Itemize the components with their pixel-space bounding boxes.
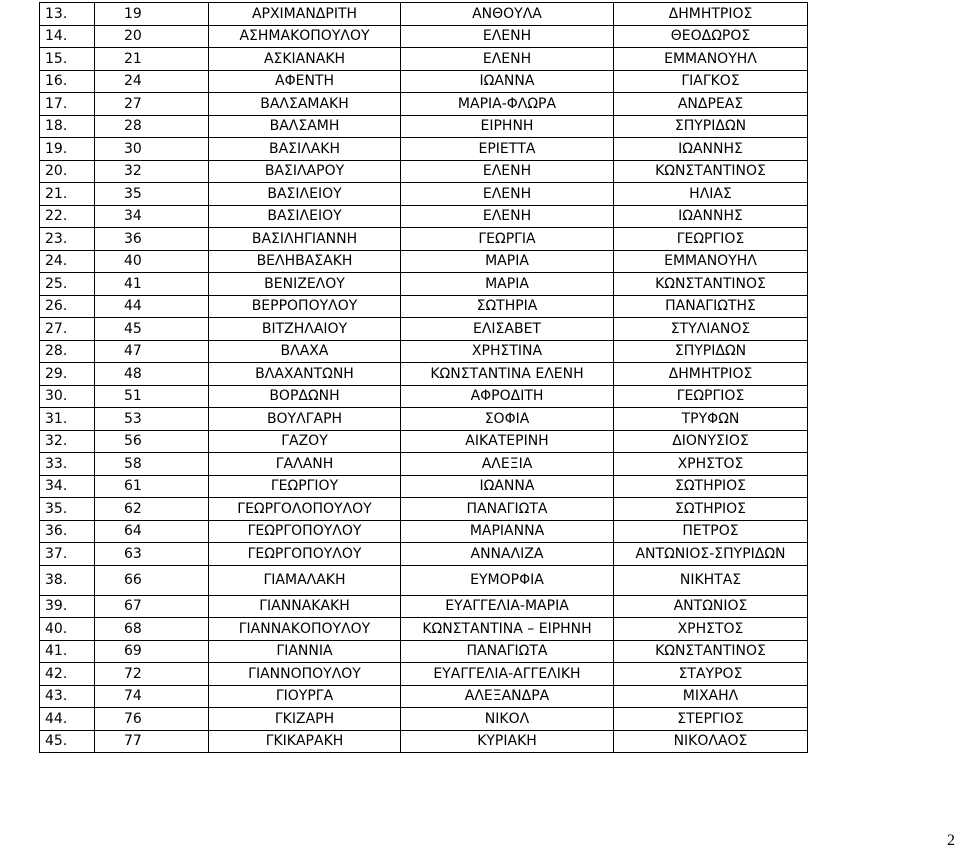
table-row (40, 498, 808, 521)
father-name-cell: ΓΕΩΡΓΙΟΣ (614, 228, 808, 251)
father-name-cell: ΙΩΑΝΝΗΣ (614, 138, 808, 161)
father-name-cell: ΠΑΝΑΓΙΩΤΗΣ (614, 295, 808, 318)
first-name-cell: ΕΛΕΝΗ (401, 183, 614, 206)
table-row (40, 363, 808, 386)
row-number-cell: 42. (40, 663, 95, 686)
registry-id-cell: 28 (95, 115, 209, 138)
surname-cell: ΒΑΣΙΛΗΓΙΑΝΝΗ (209, 228, 401, 251)
surname-cell: ΓΙΑΝΝΑΚΑΚΗ (209, 595, 401, 618)
row-number-cell: 15. (40, 48, 95, 71)
surname-cell: ΓΕΩΡΓΟΛΟΠΟΥΛΟΥ (209, 498, 401, 521)
surname-cell: ΒΕΡΡΟΠΟΥΛΟΥ (209, 295, 401, 318)
table-row (40, 3, 808, 26)
row-number-cell: 39. (40, 595, 95, 618)
row-number-cell: 27. (40, 318, 95, 341)
row-number-cell: 41. (40, 640, 95, 663)
father-name-cell: ΕΜΜΑΝΟΥΗΛ (614, 250, 808, 273)
row-number-cell: 22. (40, 205, 95, 228)
row-number-cell: 31. (40, 408, 95, 431)
surname-cell: ΑΦΕΝΤΗ (209, 70, 401, 93)
first-name-cell: ΕΛΕΝΗ (401, 48, 614, 71)
surname-cell: ΓΙΑΝΝΙΑ (209, 640, 401, 663)
table-row (40, 430, 808, 453)
surname-cell: ΓΕΩΡΓΟΠΟΥΛΟΥ (209, 520, 401, 543)
row-number-cell: 28. (40, 340, 95, 363)
first-name-cell: ΕΥΜΟΡΦΙΑ (401, 565, 614, 595)
surname-cell: ΒΑΣΙΛΑΡΟΥ (209, 160, 401, 183)
registry-id-cell: 35 (95, 183, 209, 206)
table-row (40, 318, 808, 341)
registry-id-cell: 24 (95, 70, 209, 93)
first-name-cell: ΑΦΡΟΔΙΤΗ (401, 385, 614, 408)
table-row (40, 708, 808, 731)
first-name-cell: ΕΛΕΝΗ (401, 160, 614, 183)
surname-cell: ΓΚΙΚΑΡΑΚΗ (209, 730, 401, 753)
first-name-cell: ΜΑΡΙΑΝΝΑ (401, 520, 614, 543)
row-number-cell: 36. (40, 520, 95, 543)
surname-cell: ΓΙΑΜΑΛΑΚΗ (209, 565, 401, 595)
row-number-cell: 45. (40, 730, 95, 753)
first-name-cell: ΜΑΡΙΑ (401, 250, 614, 273)
page-number: 2 (947, 832, 955, 849)
registry-id-cell: 45 (95, 318, 209, 341)
row-number-cell: 30. (40, 385, 95, 408)
first-name-cell: ΕΥΑΓΓΕΛΙΑ-ΜΑΡΙΑ (401, 595, 614, 618)
table-row (40, 385, 808, 408)
father-name-cell: ΣΤΥΛΙΑΝΟΣ (614, 318, 808, 341)
table-row (40, 138, 808, 161)
registry-id-cell: 48 (95, 363, 209, 386)
registry-id-cell: 69 (95, 640, 209, 663)
registry-id-cell: 67 (95, 595, 209, 618)
father-name-cell: ΠΕΤΡΟΣ (614, 520, 808, 543)
father-name-cell: ΣΤΕΡΓΙΟΣ (614, 708, 808, 731)
registry-id-cell: 58 (95, 453, 209, 476)
row-number-cell: 17. (40, 93, 95, 116)
table-row (40, 453, 808, 476)
surname-cell: ΒΟΡΔΩΝΗ (209, 385, 401, 408)
father-name-cell: ΔΙΟΝΥΣΙΟΣ (614, 430, 808, 453)
registry-id-cell: 76 (95, 708, 209, 731)
table-row (40, 48, 808, 71)
row-number-cell: 16. (40, 70, 95, 93)
registry-id-cell: 62 (95, 498, 209, 521)
table-row (40, 70, 808, 93)
registry-id-cell: 61 (95, 475, 209, 498)
row-number-cell: 32. (40, 430, 95, 453)
roster-body (40, 3, 808, 753)
father-name-cell: ΜΙΧΑΗΛ (614, 685, 808, 708)
registry-id-cell: 32 (95, 160, 209, 183)
father-name-cell: ΝΙΚΗΤΑΣ (614, 565, 808, 595)
table-row (40, 228, 808, 251)
first-name-cell: ΝΙΚΟΛ (401, 708, 614, 731)
registry-id-cell: 72 (95, 663, 209, 686)
father-name-cell: ΣΠΥΡΙΔΩΝ (614, 115, 808, 138)
surname-cell: ΒΑΣΙΛΑΚΗ (209, 138, 401, 161)
surname-cell: ΑΣΗΜΑΚΟΠΟΥΛΟΥ (209, 25, 401, 48)
surname-cell: ΒΕΝΙΖΕΛΟΥ (209, 273, 401, 296)
surname-cell: ΒΑΣΙΛΕΙΟΥ (209, 205, 401, 228)
registry-id-cell: 47 (95, 340, 209, 363)
registry-id-cell: 74 (95, 685, 209, 708)
table-row (40, 730, 808, 753)
first-name-cell: ΕΥΑΓΓΕΛΙΑ-ΑΓΓΕΛΙΚΗ (401, 663, 614, 686)
table-row (40, 408, 808, 431)
father-name-cell: ΗΛΙΑΣ (614, 183, 808, 206)
first-name-cell: ΙΩΑΝΝΑ (401, 70, 614, 93)
table-row (40, 595, 808, 618)
father-name-cell: ΣΩΤΗΡΙΟΣ (614, 498, 808, 521)
registry-id-cell: 27 (95, 93, 209, 116)
father-name-cell: ΝΙΚΟΛΑΟΣ (614, 730, 808, 753)
first-name-cell: ΚΩΝΣΤΑΝΤΙΝΑ – ΕΙΡΗΝΗ (401, 618, 614, 641)
surname-cell: ΑΡΧΙΜΑΝΔΡΙΤΗ (209, 3, 401, 26)
row-number-cell: 44. (40, 708, 95, 731)
surname-cell: ΒΑΛΣΑΜΑΚΗ (209, 93, 401, 116)
first-name-cell: ΠΑΝΑΓΙΩΤΑ (401, 640, 614, 663)
first-name-cell: ΙΩΑΝΝΑ (401, 475, 614, 498)
table-row (40, 640, 808, 663)
row-number-cell: 13. (40, 3, 95, 26)
first-name-cell: ΠΑΝΑΓΙΩΤΑ (401, 498, 614, 521)
row-number-cell: 26. (40, 295, 95, 318)
surname-cell: ΓΚΙΖΑΡΗ (209, 708, 401, 731)
surname-cell: ΓΙΑΝΝΟΠΟΥΛΟΥ (209, 663, 401, 686)
father-name-cell: ΕΜΜΑΝΟΥΗΛ (614, 48, 808, 71)
registry-id-cell: 40 (95, 250, 209, 273)
table-row (40, 520, 808, 543)
surname-cell: ΓΙΑΝΝΑΚΟΠΟΥΛΟΥ (209, 618, 401, 641)
surname-cell: ΒΛΑΧΑΝΤΩΝΗ (209, 363, 401, 386)
first-name-cell: ΕΡΙΕΤΤΑ (401, 138, 614, 161)
surname-cell: ΓΑΛΑΝΗ (209, 453, 401, 476)
surname-cell: ΒΛΑΧΑ (209, 340, 401, 363)
surname-cell: ΒΑΣΙΛΕΙΟΥ (209, 183, 401, 206)
registry-id-cell: 36 (95, 228, 209, 251)
father-name-cell: ΣΩΤΗΡΙΟΣ (614, 475, 808, 498)
table-row (40, 93, 808, 116)
row-number-cell: 35. (40, 498, 95, 521)
surname-cell: ΓΕΩΡΓΙΟΥ (209, 475, 401, 498)
first-name-cell: ΓΕΩΡΓΙΑ (401, 228, 614, 251)
father-name-cell: ΔΗΜΗΤΡΙΟΣ (614, 363, 808, 386)
registry-id-cell: 34 (95, 205, 209, 228)
first-name-cell: ΜΑΡΙΑ-ΦΛΩΡΑ (401, 93, 614, 116)
registry-id-cell: 66 (95, 565, 209, 595)
father-name-cell: ΣΠΥΡΙΔΩΝ (614, 340, 808, 363)
first-name-cell: ΑΛΕΞΙΑ (401, 453, 614, 476)
first-name-cell: ΕΛΕΝΗ (401, 25, 614, 48)
father-name-cell: ΑΝΤΩΝΙΟΣ (614, 595, 808, 618)
row-number-cell: 43. (40, 685, 95, 708)
table-row (40, 475, 808, 498)
father-name-cell: ΤΡΥΦΩΝ (614, 408, 808, 431)
father-name-cell: ΙΩΑΝΝΗΣ (614, 205, 808, 228)
surname-cell: ΒΟΥΛΓΑΡΗ (209, 408, 401, 431)
row-number-cell: 29. (40, 363, 95, 386)
first-name-cell: ΑΛΕΞΑΝΔΡΑ (401, 685, 614, 708)
row-number-cell: 20. (40, 160, 95, 183)
registry-id-cell: 51 (95, 385, 209, 408)
first-name-cell: ΕΙΡΗΝΗ (401, 115, 614, 138)
father-name-cell: ΚΩΝΣΤΑΝΤΙΝΟΣ (614, 640, 808, 663)
row-number-cell: 23. (40, 228, 95, 251)
first-name-cell: ΕΛΙΣΑΒΕΤ (401, 318, 614, 341)
registry-id-cell: 44 (95, 295, 209, 318)
table-row (40, 340, 808, 363)
row-number-cell: 34. (40, 475, 95, 498)
registry-id-cell: 19 (95, 3, 209, 26)
table-row (40, 273, 808, 296)
father-name-cell: ΘΕΟΔΩΡΟΣ (614, 25, 808, 48)
first-name-cell: ΚΥΡΙΑΚΗ (401, 730, 614, 753)
first-name-cell: ΜΑΡΙΑ (401, 273, 614, 296)
surname-cell: ΑΣΚΙΑΝΑΚΗ (209, 48, 401, 71)
father-name-cell: ΧΡΗΣΤΟΣ (614, 453, 808, 476)
father-name-cell: ΔΗΜΗΤΡΙΟΣ (614, 3, 808, 26)
table-row (40, 160, 808, 183)
table-row (40, 25, 808, 48)
registry-id-cell: 53 (95, 408, 209, 431)
registry-id-cell: 41 (95, 273, 209, 296)
surname-cell: ΓΕΩΡΓΟΠΟΥΛΟΥ (209, 543, 401, 566)
row-number-cell: 25. (40, 273, 95, 296)
father-name-cell: ΓΙΑΓΚΟΣ (614, 70, 808, 93)
father-name-cell: ΑΝΤΩΝΙΟΣ-ΣΠΥΡΙΔΩΝ (614, 543, 808, 566)
first-name-cell: ΕΛΕΝΗ (401, 205, 614, 228)
table-row (40, 295, 808, 318)
table-row (40, 543, 808, 566)
row-number-cell: 24. (40, 250, 95, 273)
row-number-cell: 40. (40, 618, 95, 641)
first-name-cell: ΑΝΝΑΛΙΖΑ (401, 543, 614, 566)
registry-id-cell: 30 (95, 138, 209, 161)
surname-cell: ΒΑΛΣΑΜΗ (209, 115, 401, 138)
row-number-cell: 19. (40, 138, 95, 161)
father-name-cell: ΑΝΔΡΕΑΣ (614, 93, 808, 116)
roster-table (39, 2, 808, 753)
surname-cell: ΓΑΖΟΥ (209, 430, 401, 453)
table-row (40, 618, 808, 641)
first-name-cell: ΧΡΗΣΤΙΝΑ (401, 340, 614, 363)
father-name-cell: ΣΤΑΥΡΟΣ (614, 663, 808, 686)
first-name-cell: ΑΝΘΟΥΛΑ (401, 3, 614, 26)
surname-cell: ΒΙΤΖΗΛΑΙΟΥ (209, 318, 401, 341)
registry-id-cell: 20 (95, 25, 209, 48)
row-number-cell: 18. (40, 115, 95, 138)
father-name-cell: ΧΡΗΣΤΟΣ (614, 618, 808, 641)
row-number-cell: 33. (40, 453, 95, 476)
row-number-cell: 21. (40, 183, 95, 206)
registry-id-cell: 56 (95, 430, 209, 453)
first-name-cell: ΚΩΝΣΤΑΝΤΙΝΑ ΕΛΕΝΗ (401, 363, 614, 386)
registry-id-cell: 64 (95, 520, 209, 543)
surname-cell: ΓΙΟΥΡΓΑ (209, 685, 401, 708)
table-row (40, 685, 808, 708)
row-number-cell: 14. (40, 25, 95, 48)
father-name-cell: ΚΩΝΣΤΑΝΤΙΝΟΣ (614, 160, 808, 183)
first-name-cell: ΣΟΦΙΑ (401, 408, 614, 431)
row-number-cell: 37. (40, 543, 95, 566)
table-row (40, 183, 808, 206)
surname-cell: ΒΕΛΗΒΑΣΑΚΗ (209, 250, 401, 273)
row-number-cell: 38. (40, 565, 95, 595)
first-name-cell: ΑΙΚΑΤΕΡΙΝΗ (401, 430, 614, 453)
table-row (40, 663, 808, 686)
table-row (40, 115, 808, 138)
table-row (40, 205, 808, 228)
registry-id-cell: 68 (95, 618, 209, 641)
registry-id-cell: 21 (95, 48, 209, 71)
table-row (40, 250, 808, 273)
table-row (40, 565, 808, 595)
registry-id-cell: 63 (95, 543, 209, 566)
father-name-cell: ΓΕΩΡΓΙΟΣ (614, 385, 808, 408)
first-name-cell: ΣΩΤΗΡΙΑ (401, 295, 614, 318)
father-name-cell: ΚΩΝΣΤΑΝΤΙΝΟΣ (614, 273, 808, 296)
registry-id-cell: 77 (95, 730, 209, 753)
